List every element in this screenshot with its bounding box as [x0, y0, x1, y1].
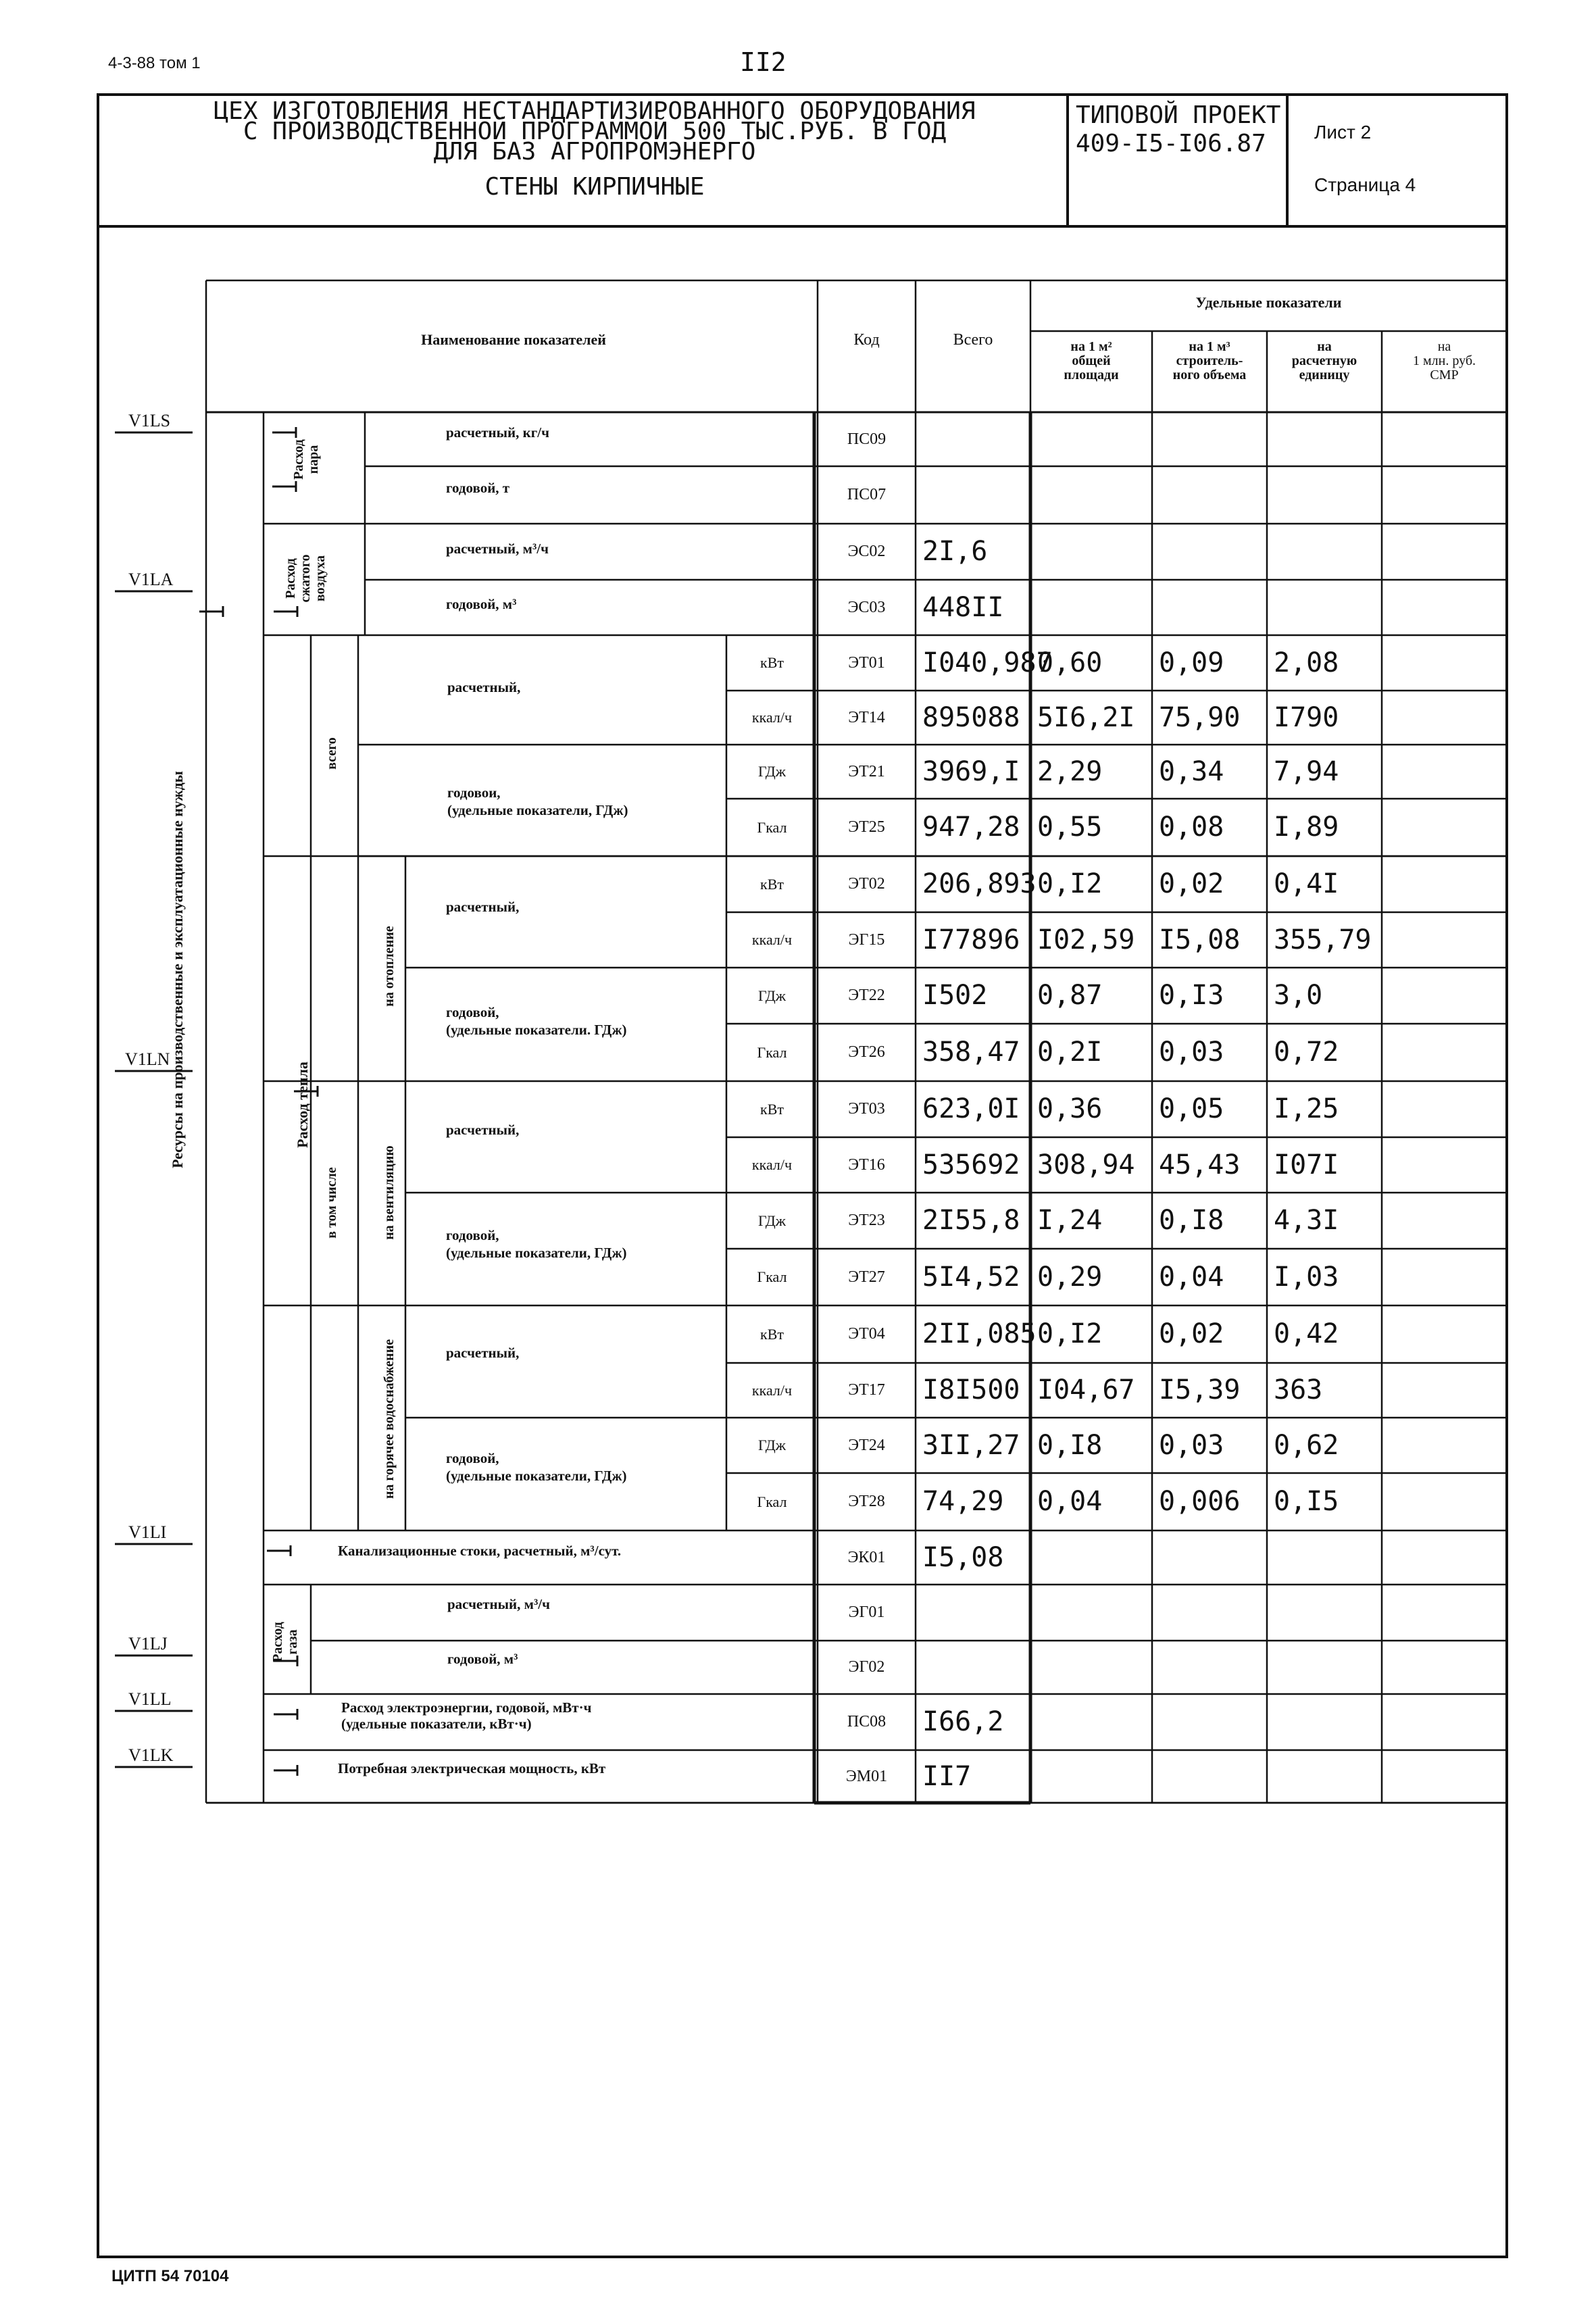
cell-specific-1: 0,55	[1037, 812, 1103, 843]
header-code: Код	[853, 331, 880, 349]
cell-total: I040,987	[922, 647, 1053, 678]
cell-unit: кВт	[760, 1101, 784, 1118]
cell-specific-3: I,89	[1274, 812, 1339, 843]
cell-unit: кВт	[760, 1326, 784, 1343]
cell-specific-3: 0,4I	[1274, 868, 1339, 899]
cell-specific-1: I,24	[1037, 1205, 1103, 1236]
cell-specific-3: 3,0	[1274, 980, 1323, 1011]
cell-code: ЭТ25	[848, 818, 885, 836]
doc-id: 4-3-88 том 1	[108, 54, 201, 72]
margin-code-v1ln: V1LN	[125, 1049, 170, 1069]
cell-unit: ккал/ч	[751, 709, 793, 726]
margin-code-v1ls: V1LS	[128, 411, 171, 430]
cell-specific-1: 2,29	[1037, 756, 1103, 787]
label-vent-calc: расчетный,	[446, 1122, 520, 1138]
cell-code: ЭК01	[847, 1549, 886, 1566]
sheet-label: Лист 2	[1314, 122, 1372, 143]
header-sub-unit: на расчетную единицу	[1291, 339, 1357, 382]
label-steam: Расход пара	[291, 439, 321, 480]
cell-specific-3: 2,08	[1274, 647, 1339, 678]
cell-specific-1: I04,67	[1037, 1374, 1135, 1405]
cell-specific-2: 0,08	[1159, 812, 1224, 843]
cell-total: 5I4,52	[922, 1262, 1020, 1293]
header-sub-smr: на 1 млн. руб. СМР	[1413, 339, 1476, 382]
cell-specific-1: 0,87	[1037, 980, 1103, 1011]
cell-specific-3: 355,79	[1274, 924, 1372, 955]
header-specific: Удельные показатели	[1195, 294, 1342, 311]
cell-total: II7	[922, 1761, 972, 1792]
label-steam-year: годовой, т	[446, 480, 510, 496]
cell-specific-3: 0,I5	[1274, 1486, 1339, 1517]
cell-specific-3: I,25	[1274, 1093, 1339, 1124]
cell-total: 2II,085	[922, 1318, 1037, 1349]
cell-total: 206,893	[922, 868, 1037, 899]
cell-code: ПС09	[847, 430, 887, 448]
cell-specific-3: 0,72	[1274, 1037, 1339, 1068]
cell-total: 535692	[922, 1149, 1020, 1180]
cell-code: ЭГ01	[848, 1603, 885, 1621]
cell-code: ЭГ15	[848, 931, 885, 949]
cell-total: 895088	[922, 702, 1020, 733]
header-sub-area: на 1 м² общей площади	[1064, 339, 1119, 382]
cell-total: I502	[922, 980, 988, 1011]
label-heating-calc: расчетный,	[446, 899, 520, 915]
cell-specific-3: I,03	[1274, 1262, 1339, 1293]
cell-code: ЭТ03	[848, 1100, 885, 1118]
cell-specific-1: 0,2I	[1037, 1037, 1103, 1068]
cell-code: ЭТ04	[848, 1325, 885, 1343]
cell-total: I77896	[922, 924, 1020, 955]
cell-specific-2: I5,08	[1159, 924, 1241, 955]
cell-code: ЭТ28	[848, 1493, 885, 1510]
label-steam-calc: расчетный, кг/ч	[446, 424, 549, 441]
cell-unit: Гкал	[757, 819, 787, 836]
cell-code: ЭТ21	[848, 763, 885, 780]
label-resources: Ресурсы на производственные и эксплуатационные нужды	[169, 771, 186, 1168]
cell-code: ЭС03	[847, 599, 886, 616]
cell-unit: ккал/ч	[751, 1156, 793, 1173]
cell-code: ПС08	[847, 1713, 887, 1731]
cell-specific-3: 7,94	[1274, 756, 1339, 787]
cell-unit: кВт	[760, 654, 784, 671]
cell-code: ЭМ01	[845, 1768, 888, 1785]
cell-total: I5,08	[922, 1542, 1004, 1573]
cell-code: ЭТ17	[848, 1381, 885, 1399]
cell-unit: Гкал	[757, 1044, 787, 1061]
cell-specific-1: 0,60	[1037, 647, 1103, 678]
cell-code: ЭТ02	[848, 875, 885, 893]
label-gas: Расход газа	[270, 1622, 300, 1662]
cell-code: ЭТ27	[848, 1268, 885, 1286]
cell-code: ЭТ01	[848, 654, 885, 672]
cell-specific-2: 0,04	[1159, 1262, 1224, 1293]
cell-unit: Гкал	[757, 1493, 787, 1510]
cell-specific-2: 0,03	[1159, 1037, 1224, 1068]
cell-unit: ГДж	[758, 763, 786, 780]
label-sewer: Канализационные стоки, расчетный, м³/сут.	[338, 1543, 622, 1559]
project-label: ТИПОВОЙ ПРОЕКТ	[1076, 101, 1281, 129]
cell-unit: Гкал	[757, 1268, 787, 1285]
label-gas-calc: расчетный, м³/ч	[447, 1596, 550, 1612]
cell-specific-2: 75,90	[1159, 702, 1241, 733]
label-air: Расход сжатого воздуха	[283, 554, 328, 603]
cell-code: ЭС02	[847, 543, 886, 560]
cell-total: 358,47	[922, 1037, 1020, 1068]
cell-specific-3: I790	[1274, 702, 1339, 733]
label-hotwater: на горячее водоснабжение	[382, 1339, 397, 1499]
label-vent: на вентиляцию	[382, 1145, 397, 1240]
label-heating-year: годовой, (удельные показатели. ГДж)	[446, 1004, 627, 1038]
cell-specific-2: 0,34	[1159, 756, 1224, 787]
title-line-1: ЦЕХ ИЗГОТОВЛЕНИЯ НЕСТАНДАРТИЗИРОВАННОГО ОБОРУДОВАНИЯ	[214, 97, 976, 125]
cell-specific-2: 0,006	[1159, 1486, 1241, 1517]
cell-specific-1: 0,I2	[1037, 1318, 1103, 1349]
title-line-4: СТЕНЫ КИРПИЧНЫЕ	[484, 173, 705, 201]
cell-total: 2I55,8	[922, 1205, 1020, 1236]
cell-specific-1: 0,I8	[1037, 1430, 1103, 1461]
cell-total: I66,2	[922, 1706, 1004, 1737]
title-line-2: С ПРОИЗВОДСТВЕННОЙ ПРОГРАММОЙ 500 ТЫС.РУБ. В ГОД	[243, 118, 947, 145]
cell-specific-3: 0,42	[1274, 1318, 1339, 1349]
cell-specific-1: 0,29	[1037, 1262, 1103, 1293]
cell-specific-1: 0,04	[1037, 1486, 1103, 1517]
cell-code: ЭТ16	[848, 1156, 885, 1174]
margin-code-v1li: V1LI	[128, 1522, 167, 1542]
cell-unit: ккал/ч	[751, 931, 793, 948]
cell-code: ЭТ22	[848, 987, 885, 1004]
cell-specific-2: 0,09	[1159, 647, 1224, 678]
cell-specific-3: 4,3I	[1274, 1205, 1339, 1236]
margin-code-v1ll: V1LL	[128, 1689, 172, 1709]
label-electricity: Расход электроэнергии, годовой, мВт·ч (удельные показатели, кВт·ч)	[341, 1699, 592, 1732]
cell-total: 448II	[922, 592, 1004, 623]
cell-code: ЭТ14	[848, 709, 885, 726]
label-total: всего	[324, 737, 339, 770]
label-vent-year: годовой, (удельные показатели, ГДж)	[446, 1227, 627, 1261]
cell-total: 3II,27	[922, 1430, 1020, 1461]
label-power: Потребная электрическая мощность, кВт	[338, 1760, 606, 1776]
cell-specific-3: 363	[1274, 1374, 1323, 1405]
label-air-calc: расчетный, м³/ч	[446, 541, 549, 557]
cell-total: 3969,I	[922, 756, 1020, 787]
cell-unit: кВт	[760, 876, 784, 893]
cell-specific-2: I5,39	[1159, 1374, 1241, 1405]
header-name: Наименование показателей	[421, 331, 606, 348]
page-number: II2	[740, 47, 787, 77]
project-number: 409-I5-I06.87	[1076, 130, 1266, 157]
cell-code: ЭТ23	[848, 1212, 885, 1229]
cell-total: 74,29	[922, 1486, 1004, 1517]
cell-total: I8I500	[922, 1374, 1020, 1405]
cell-specific-2: 0,05	[1159, 1093, 1224, 1124]
label-gas-year: годовой, м³	[447, 1651, 518, 1667]
cell-total: 2I,6	[922, 536, 988, 567]
title-line-3: ДЛЯ БАЗ АГРОПРОМЭНЕРГО	[433, 138, 756, 166]
cell-code: ЭГ02	[848, 1658, 885, 1676]
label-heat: Расход тепла	[294, 1062, 311, 1148]
page-label: Страница 4	[1314, 174, 1416, 195]
cell-unit: ккал/ч	[751, 1382, 793, 1399]
cell-specific-1: I02,59	[1037, 924, 1135, 955]
footer-code: ЦИТП 54 70104	[111, 2267, 229, 2285]
cell-specific-1: 5I6,2I	[1037, 702, 1135, 733]
cell-specific-1: 308,94	[1037, 1149, 1135, 1180]
label-total-calc: расчетный,	[447, 679, 521, 695]
cell-code: ЭТ24	[848, 1437, 885, 1454]
label-heating: на отопление	[382, 926, 397, 1007]
cell-specific-3: I07I	[1274, 1149, 1339, 1180]
cell-specific-2: 0,03	[1159, 1430, 1224, 1461]
cell-specific-2: 0,02	[1159, 868, 1224, 899]
margin-code-v1lk: V1LK	[128, 1745, 174, 1765]
margin-code-v1lj: V1LJ	[128, 1634, 168, 1653]
cell-specific-1: 0,I2	[1037, 868, 1103, 899]
cell-unit: ГДж	[758, 1212, 786, 1229]
cell-total: 623,0I	[922, 1093, 1020, 1124]
label-hw-year: годовой, (удельные показатели, ГДж)	[446, 1450, 627, 1484]
header-total: Всего	[953, 331, 993, 349]
cell-specific-2: 45,43	[1159, 1149, 1241, 1180]
label-total-year: годовои, (удельные показатели, ГДж)	[447, 785, 628, 818]
cell-total: 947,28	[922, 812, 1020, 843]
margin-code-v1la: V1LA	[128, 570, 174, 589]
cell-specific-3: 0,62	[1274, 1430, 1339, 1461]
cell-specific-2: 0,I3	[1159, 980, 1224, 1011]
cell-specific-2: 0,I8	[1159, 1205, 1224, 1236]
label-air-year: годовой, м³	[446, 596, 517, 612]
header-sub-volume: на 1 м³ строитель- ного объема	[1172, 339, 1247, 382]
cell-code: ЭТ26	[848, 1043, 885, 1061]
cell-unit: ГДж	[758, 1437, 786, 1453]
cell-code: ПС07	[847, 486, 887, 503]
cell-specific-1: 0,36	[1037, 1093, 1103, 1124]
cell-specific-2: 0,02	[1159, 1318, 1224, 1349]
label-hw-calc: расчетный,	[446, 1345, 520, 1361]
cell-unit: ГДж	[758, 987, 786, 1004]
label-incl: в том числе	[324, 1167, 339, 1239]
